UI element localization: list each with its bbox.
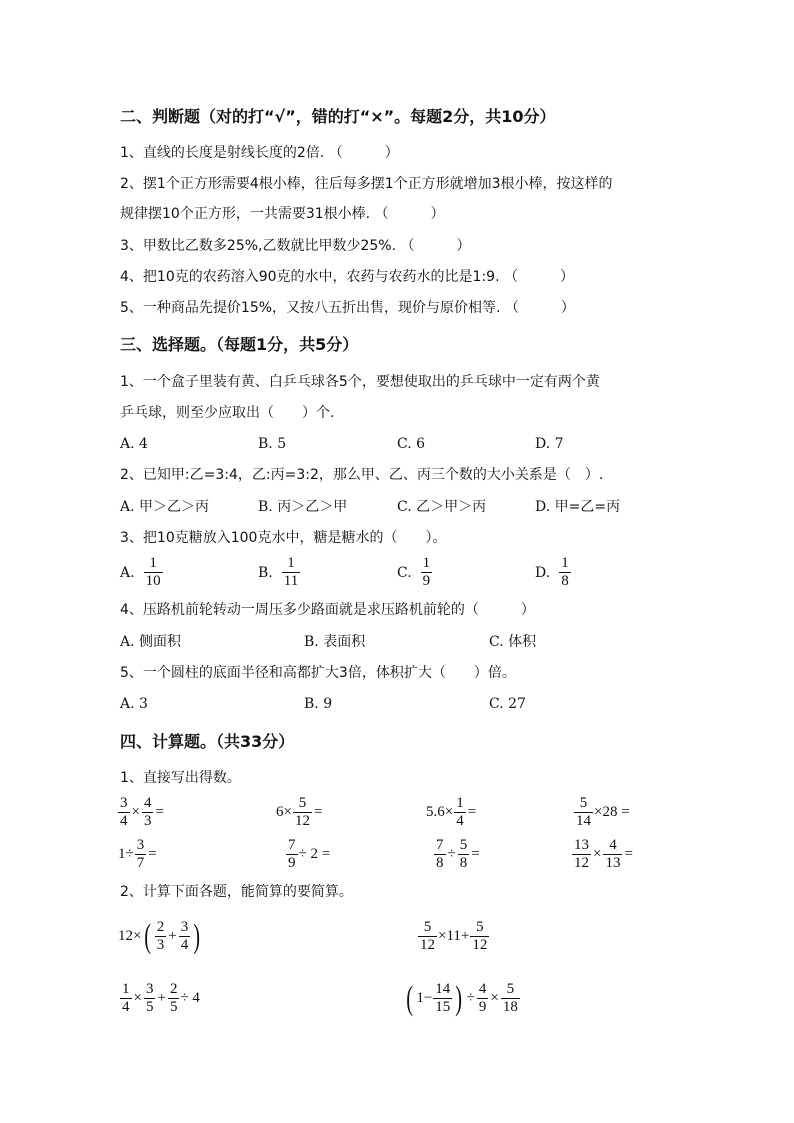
calc-expr-1: 12× ( $\frac{2}{3}$ + $\frac{3}{4}$ ) xyxy=(118,917,201,955)
q2-option-c: C. 乙＞甲＞丙 xyxy=(397,499,487,515)
q1-option-c: C. 6 xyxy=(397,436,426,452)
direct-expr-4: $\frac{5}{14}$ ×28 = xyxy=(576,795,630,829)
q2-option-a: A. 甲＞乙＞丙 xyxy=(120,499,210,515)
section2-question-5: 5、一种商品先提价15%，又按八五折出售，现价与原价相等. （ ） xyxy=(120,300,575,316)
section2-question-2-line2: 规律摆10个正方形，一共需要31根小棒. （ ） xyxy=(120,206,445,222)
direct-expr-7: $\frac{7}{8}$ ÷ $\frac{5}{8}$ = xyxy=(436,837,480,871)
section3-question-3: 3、把10克糖放入100克水中，糖是糖水的（ ）。 xyxy=(120,530,447,546)
q2-option-b: B. 丙＞乙＞甲 xyxy=(258,499,348,515)
direct-expr-2: 6× $\frac{5}{12}$ = xyxy=(276,795,323,829)
section4-question-2: 2、计算下面各题，能简算的要简算。 xyxy=(120,884,353,900)
section3-heading: 三、选择题。（每题1分，共5分） xyxy=(120,335,359,354)
direct-expr-5: 1÷ $\frac{3}{7}$ = xyxy=(118,837,157,871)
section2-question-3: 3、甲数比乙数多25%,乙数就比甲数少25%. （ ） xyxy=(120,238,471,254)
q3-option-b: B. $\frac{1}{11}$ xyxy=(258,555,299,589)
q3-option-a: A. $\frac{1}{10}$ xyxy=(120,555,161,589)
fraction: $\frac{1}{10}$ xyxy=(145,555,161,589)
section2-heading: 二、判断题（对的打“√”，错的打“×”。每题2分，共10分） xyxy=(120,107,556,126)
section4-heading: 四、计算题。（共33分） xyxy=(120,732,295,751)
direct-expr-6: $\frac{7}{9}$ ÷ 2 = xyxy=(288,837,331,871)
section3-question-2: 2、已知甲:乙=3:4，乙:丙=3:2，那么甲、乙、丙三个数的大小关系是（ ）. xyxy=(120,467,604,483)
fraction: $\frac{1}{11}$ xyxy=(283,555,299,589)
calc-expr-4: ( 1− $\frac{14}{15}$ ) ÷ $\frac{4}{9}$ × $\frac{5}{18}$ xyxy=(406,979,518,1017)
calc-expr-3: $\frac{1}{4}$ × $\frac{3}{5}$ + $\frac{2}{5}$ ÷ 4 xyxy=(122,981,200,1015)
direct-expr-1: $\frac{3}{4}$ × $\frac{4}{3}$ = xyxy=(120,795,164,829)
section3-question-1-line1: 1、一个盒子里装有黄、白乒乓球各5个，要想使取出的乒乓球中一定有两个黄 xyxy=(120,374,600,390)
section3-question-4: 4、压路机前轮转动一周压多少路面就是求压路机前轮的（ ） xyxy=(120,602,535,618)
section2-question-4: 4、把10克的农药溶入90克的水中，农药与农药水的比是1:9. （ ） xyxy=(120,269,574,285)
fraction: $\frac{1}{9}$ xyxy=(422,555,431,589)
q3-option-d: D. $\frac{1}{8}$ xyxy=(535,555,569,589)
q1-option-a: A. 4 xyxy=(120,436,148,452)
section3-question-5: 5、一个圆柱的底面半径和高都扩大3倍，体积扩大（ ）倍。 xyxy=(120,665,516,681)
section4-question-1: 1、直接写出得数。 xyxy=(120,770,241,786)
q1-option-d: D. 7 xyxy=(535,436,564,452)
section2-question-2-line1: 2、摆1个正方形需要4根小棒，往后每多摆1个正方形就增加3根小棒，按这样的 xyxy=(120,176,613,192)
q4-option-c: C. 体积 xyxy=(489,634,537,650)
q5-option-a: A. 3 xyxy=(120,696,148,712)
calc-expr-2: $\frac{5}{12}$ ×11+ $\frac{5}{12}$ xyxy=(420,919,488,953)
fraction: $\frac{1}{8}$ xyxy=(561,555,569,589)
q4-option-b: B. 表面积 xyxy=(304,634,366,650)
q5-option-c: C. 27 xyxy=(489,696,526,712)
direct-expr-3: 5.6× $\frac{1}{4}$ = xyxy=(426,795,477,829)
section2-question-1: 1、直线的长度是射线长度的2倍. （ ） xyxy=(120,145,399,161)
q3-option-c: C. $\frac{1}{9}$ xyxy=(397,555,431,589)
section3-question-1-line2: 乒乓球，则至少应取出（ ）个. xyxy=(120,405,335,421)
direct-expr-8: $\frac{13}{12}$ × $\frac{4}{13}$ = xyxy=(574,837,633,871)
q5-option-b: B. 9 xyxy=(304,696,333,712)
q1-option-b: B. 5 xyxy=(258,436,287,452)
q2-option-d: D. 甲=乙=丙 xyxy=(535,499,621,515)
q4-option-a: A. 侧面积 xyxy=(120,634,182,650)
